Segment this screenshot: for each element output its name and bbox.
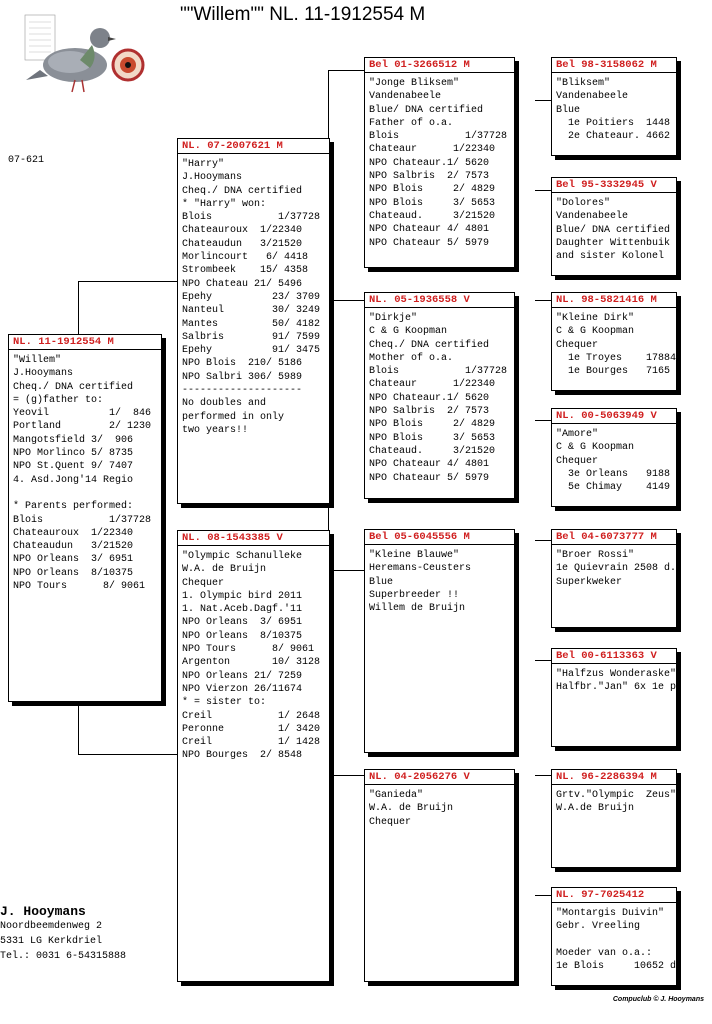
card-line: Mantes 50/ 4182 [182,318,321,330]
card-line: Nanteul 30/ 3249 [182,305,321,317]
card-line: 1e Troyes 17884 [556,352,677,364]
card-line: Portland 2/ 1230 [13,421,152,433]
card-line: Blois 1/37728 [369,131,508,143]
card-line: "Harry" [182,159,225,170]
ring-number: Bel 01-3266512 M [365,58,514,73]
card-line: NPO Orleans 3/ 6951 [182,617,303,629]
card-line: Vandenabeele [369,91,442,103]
card-line: -------------------- [182,385,303,397]
card-line: 2e Chateaur. 4662 [556,131,671,143]
card-line: "Kleine Blauwe" [369,550,460,561]
ring-number: Bel 00-6113363 V [552,649,676,664]
card-line: NPO Salbris 2/ 7573 [369,406,490,418]
card-line: Chateaud. 3/21520 [369,445,496,457]
card-line: NPO Bourges 2/ 8548 [182,750,303,762]
card-line: Creil 1/ 1428 [182,737,321,749]
ring-number: NL. 11-1912554 M [9,335,161,350]
pedigree-card-dam [177,530,330,982]
card-line: Moeder van o.a.: [556,947,653,959]
card-line: Superkweker [556,576,623,588]
connector-line [535,895,551,896]
card-line: "Dolores" [556,198,611,209]
card-line: C & G Koopman [556,442,635,454]
card-line: Vandenabeele [556,91,629,103]
card-line: NPO Orleans 3/ 6951 [13,554,134,566]
pedigree-card-subject [8,334,162,702]
pigeon-logo [20,10,145,105]
card-line: NPO St.Quent 9/ 7407 [13,461,134,473]
ring-number: NL. 08-1543385 V [178,531,329,546]
card-line [556,934,672,947]
connector-line [535,420,551,421]
card-body [552,193,676,263]
card-body [365,73,514,250]
card-line: "Halfzus Wonderaske" [556,669,677,680]
connector-line [78,281,178,282]
card-line: NPO Morlinco 5/ 8735 [13,448,134,460]
pedigree-card-ddd [551,887,677,986]
pedigree-card-dd [364,769,515,982]
card-line: performed in only [182,411,285,423]
pigeon-icon [20,10,145,105]
card-body [365,545,514,615]
card-line: Yeovil 1/ 846 [13,408,152,420]
connector-line [328,70,329,140]
card-line: * Parents performed: [13,501,134,513]
code-label: 07-621 [8,155,45,166]
connector-line [535,300,551,301]
card-line: NPO Blois 210/ 5186 [182,358,303,370]
card-line: Chequer [182,577,225,589]
card-line [13,487,157,500]
card-body [552,545,676,589]
pedigree-card-sdd [551,408,677,507]
card-body [552,785,676,816]
owner-phone: Tel.: 0031 6-54315888 [0,951,127,962]
card-body [365,308,514,485]
footer-credit: Compuclub © J. Hooymans [612,996,704,1003]
card-body [552,308,676,378]
card-line: "Olympic Schanulleke [182,551,303,562]
card-line: 3e Orleans 9188 [556,468,671,480]
ring-number: NL. 00-5063949 V [552,409,676,424]
pedigree-card-sds [551,292,677,391]
card-line: Epehy 23/ 3709 [182,291,321,303]
card-line: Mother of o.a. [369,352,454,364]
card-line: Chateaur 1/22340 [369,379,496,391]
card-line: "Ganieda" [369,790,424,801]
card-body [552,424,676,494]
card-line: = (g)father to: [13,394,104,406]
card-line: W.A. de Bruijn [369,803,454,815]
card-line: NPO Blois 2/ 4829 [369,419,496,431]
pedigree-card-sd [364,292,515,499]
card-body [365,785,514,829]
connector-line [328,70,364,71]
card-line: Peronne 1/ 3420 [182,723,321,735]
card-line: Chateaud. 3/21520 [369,210,496,222]
card-line: NPO Salbris 2/ 7573 [369,171,490,183]
card-line: J.Hooymans [13,368,74,380]
connector-line [328,570,364,571]
card-line: No doubles and [182,398,267,410]
card-line: Strombeek 15/ 4358 [182,265,309,277]
card-line: Epehy 91/ 3475 [182,345,321,357]
connector-line [535,775,551,776]
card-line: W.A. de Bruijn [182,564,267,576]
card-line: 4. Asd.Jong'14 Regio [13,474,134,486]
card-line: NPO Orleans 8/10375 [182,630,303,642]
card-line: NPO Chateau 21/ 5496 [182,278,303,290]
connector-line [78,281,79,334]
card-line: * = sister to: [182,697,267,709]
card-body [552,664,676,695]
card-line: W.A.de Bruijn [556,803,635,815]
card-line: "Montargis Duivin" [556,908,665,919]
ring-number: NL. 98-5821416 M [552,293,676,308]
card-line: NPO Chateaur 5/ 5979 [369,472,490,484]
card-line: Chateauroux 1/22340 [13,527,134,539]
card-line: NPO Tours 8/ 9061 [182,644,315,656]
ring-number: NL. 04-2056276 V [365,770,514,785]
card-body [178,546,329,763]
card-line: NPO Blois 3/ 5653 [369,197,496,209]
connector-line [78,701,79,754]
card-line: Heremans-Ceusters [369,563,472,575]
card-line: Chequer [556,339,599,351]
card-body [9,350,161,593]
card-line: "Kleine Dirk" [556,313,635,324]
card-line: "Willem" [13,355,62,366]
card-line: Father of o.a. [369,117,454,129]
card-line: Blois 1/37728 [13,514,152,526]
card-line: NPO Orleans 8/10375 [13,567,134,579]
ring-number: Bel 98-3158062 M [552,58,676,73]
connector-line [535,660,551,661]
card-line: Superbreeder !! [369,589,460,601]
ring-number: Bel 05-6045556 M [365,530,514,545]
card-line: and sister Kolonel [556,251,665,263]
card-line: 1e Quievrain 2508 d. [556,563,677,575]
card-line: NPO Chateaur.1/ 5620 [369,157,490,169]
pedigree-card-ssd [551,177,677,276]
page-title: ""Willem"" NL. 11-1912554 M [180,4,426,25]
card-line: NPO Chateaur.1/ 5620 [369,392,490,404]
pedigree-card-dds [551,769,677,868]
pedigree-card-sire [177,138,330,504]
pedigree-card-dss [551,529,677,628]
owner-street: Noordbeemdenweg 2 [0,921,103,932]
card-line: "Dirkje" [369,313,418,324]
card-line: Cheq./ DNA certified [182,185,303,197]
card-line: Creil 1/ 2648 [182,710,321,722]
connector-line [328,775,364,776]
card-line: C & G Koopman [369,326,448,338]
card-line: "Amore" [556,429,599,440]
ring-number: Bel 95-3332945 V [552,178,676,193]
card-line: * "Harry" won: [182,198,267,210]
card-line: Chateaudun 3/21520 [182,238,303,250]
card-line: NPO Chateaur 4/ 4801 [369,459,490,471]
pedigree-card-ds [364,529,515,753]
card-line: "Bliksem" [556,78,611,89]
ring-number: NL. 07-2007621 M [178,139,329,154]
card-line: Blue [369,576,394,588]
card-line: Blue [556,104,581,116]
card-line: Blue/ DNA certified [556,224,671,236]
pedigree-card-sss [551,57,677,156]
card-line: J.Hooymans [182,172,243,184]
card-line: Chateaur 1/22340 [369,144,496,156]
card-line: Chateauroux 1/22340 [182,225,303,237]
card-line: "Broer Rossi" [556,550,635,561]
card-line: Chequer [369,816,412,828]
card-line: NPO Chateaur 4/ 4801 [369,224,490,236]
card-line: 5e Chimay 4149 [556,482,671,494]
connector-line [535,100,551,101]
card-line: NPO Chateaur 5/ 5979 [369,237,490,249]
card-line: Blois 1/37728 [369,366,508,378]
owner-block [0,904,126,964]
card-line: NPO Blois 2/ 4829 [369,184,496,196]
card-line: Grtv."Olympic Zeus" [556,790,677,801]
pedigree-card-ss [364,57,515,268]
card-line: NPO Orleans 21/ 7259 [182,670,303,682]
card-line: NPO Salbri 306/ 5989 [182,371,303,383]
owner-name: J. Hooymans [0,904,86,919]
card-line: NPO Blois 3/ 5653 [369,432,496,444]
card-line: Gebr. Vreeling [556,921,641,933]
connector-line [78,754,178,755]
card-line: Cheq./ DNA certified [13,381,134,393]
card-body [178,154,329,437]
card-body [552,903,676,973]
ring-number: NL. 97-7025412 [552,888,676,903]
connector-line [535,540,551,541]
card-body [552,73,676,143]
card-line: C & G Koopman [556,326,635,338]
card-line: 1. Nat.Aceb.Dagf.'11 [182,604,303,616]
connector-line [328,300,364,301]
ring-number: NL. 96-2286394 M [552,770,676,785]
card-line: 1e Poitiers 1448 [556,117,671,129]
card-line: 1. Olympic bird 2011 [182,590,303,602]
card-line: Willem de Bruijn [369,603,466,615]
card-line: NPO Tours 8/ 9061 [13,581,146,593]
pedigree-card-dsd [551,648,677,747]
card-line: Chequer [556,455,599,467]
ring-number: NL. 05-1936558 V [365,293,514,308]
card-line: Blue/ DNA certified [369,104,484,116]
ring-number: Bel 04-6073777 M [552,530,676,545]
card-line: Halfbr."Jan" 6x 1e p [556,682,677,694]
card-line: 1e Bourges 7165 [556,366,671,378]
card-line: Salbris 91/ 7599 [182,331,321,343]
card-line: NPO Vierzon 26/11674 [182,683,303,695]
card-line: Daughter Wittenbuik [556,237,671,249]
owner-city: 5331 LG Kerkdriel [0,936,103,947]
card-line: 1e Blois 10652 d [556,961,677,973]
card-line: Morlincourt 6/ 4418 [182,252,309,264]
card-line: Chateaudun 3/21520 [13,541,134,553]
card-line: Cheq./ DNA certified [369,339,490,351]
card-line: Argenton 10/ 3128 [182,657,321,669]
card-line: "Jonge Bliksem" [369,78,460,89]
card-line: two years!! [182,424,249,436]
card-line: Blois 1/37728 [182,212,321,224]
connector-line [535,190,551,191]
card-line: Vandenabeele [556,211,629,223]
card-line: Mangotsfield 3/ 906 [13,434,134,446]
